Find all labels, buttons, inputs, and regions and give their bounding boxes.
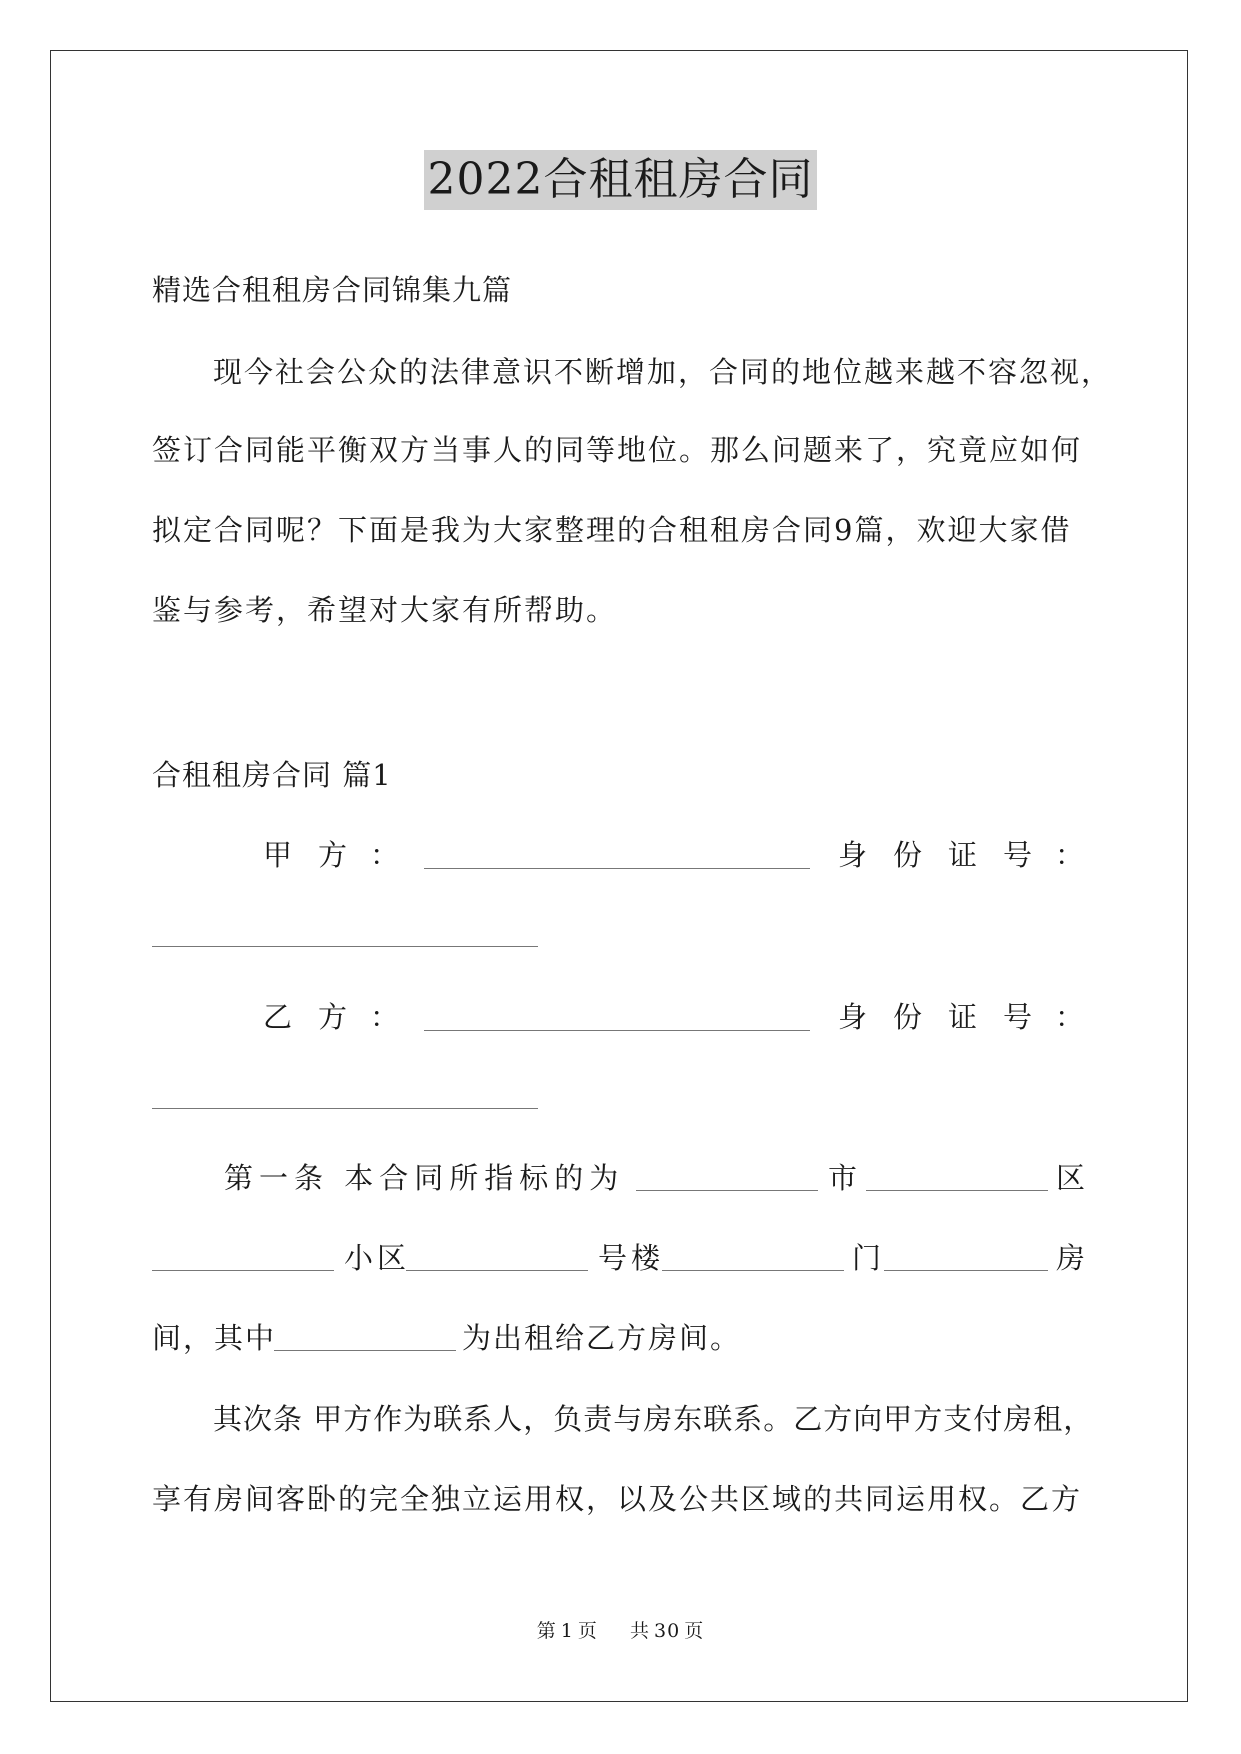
footer-page-post: 页	[577, 1620, 598, 1642]
footer-total-pre: 共	[630, 1620, 651, 1642]
party-a-id-char-1: 身	[838, 838, 868, 872]
party-a-id-char-3: 证	[948, 838, 978, 872]
party-a-char-1: 甲	[263, 838, 293, 872]
party-b-id-char-1: 身	[838, 1000, 868, 1034]
party-b-id-char-3: 证	[948, 1000, 978, 1034]
intro-line-4: 鉴与参考，希望对大家有所帮助。	[152, 593, 618, 627]
article1-line3-end: 为出租给乙方房间。	[462, 1321, 742, 1355]
article1-gate-label: 门	[852, 1241, 882, 1275]
article1-city-blank[interactable]	[636, 1190, 818, 1191]
article1-gate-blank[interactable]	[662, 1270, 844, 1271]
section-heading: 合租租房合同 篇1	[152, 758, 392, 792]
party-b-id-char-4: 号	[1003, 1000, 1033, 1034]
article1-community-blank[interactable]	[152, 1270, 334, 1271]
intro-line-1: 现今社会公众的法律意识不断增加，合同的地位越来越不容忽视，	[213, 355, 1113, 389]
footer-total-post: 页	[684, 1620, 705, 1642]
footer-page-num: 1	[560, 1620, 574, 1642]
party-a-id-char-4: 号	[1003, 838, 1033, 872]
title-wrap	[0, 150, 1241, 210]
party-b-name-blank[interactable]	[424, 1030, 810, 1031]
article1-district-label: 区	[1056, 1161, 1086, 1195]
party-b-id-char-2: 份	[893, 1000, 923, 1034]
article1-room-label: 房	[1056, 1241, 1086, 1275]
party-a-id-colon: ：	[1055, 838, 1085, 872]
party-b-char-2: 方	[318, 1000, 348, 1034]
article1-district-blank[interactable]	[866, 1190, 1048, 1191]
intro-line-3: 拟定合同呢？下面是我为大家整理的合租租房合同9篇，欢迎大家借	[152, 513, 1072, 547]
article2-line-1: 其次条 甲方作为联系人，负责与房东联系。乙方向甲方支付房租，	[213, 1402, 1094, 1436]
party-b-id-blank[interactable]	[152, 1108, 538, 1109]
article1-community-label: 小区	[344, 1241, 411, 1275]
article1-building-label: 号楼	[598, 1241, 665, 1275]
party-b-char-1: 乙	[263, 1000, 293, 1034]
article1-building-blank[interactable]	[406, 1270, 588, 1271]
party-a-name-blank[interactable]	[424, 868, 810, 869]
subtitle: 精选合租租房合同锦集九篇	[152, 273, 513, 307]
party-a-colon: ：	[370, 838, 400, 872]
party-a-id-char-2: 份	[893, 838, 923, 872]
party-b-id-colon: ：	[1055, 1000, 1085, 1034]
party-a-char-2: 方	[318, 838, 348, 872]
article1-city-label: 市	[828, 1161, 858, 1195]
footer-total-num: 30	[654, 1620, 681, 1642]
footer-page-pre: 第	[536, 1620, 557, 1642]
party-b-colon: ：	[370, 1000, 400, 1034]
page-footer	[0, 1618, 1241, 1644]
article1-room-blank[interactable]	[884, 1270, 1048, 1271]
article2-line-2: 享有房间客卧的完全独立运用权，以及公共区域的共同运用权。乙方	[152, 1482, 1083, 1516]
article1-rental-room-blank[interactable]	[274, 1350, 456, 1351]
document-title: 2022合租租房合同	[424, 150, 818, 210]
article1-line3-start: 间，其中	[152, 1321, 277, 1355]
intro-line-2: 签订合同能平衡双方当事人的同等地位。那么问题来了，究竟应如何	[152, 433, 1083, 467]
party-a-id-blank[interactable]	[152, 946, 538, 947]
article1-prefix: 第一条 本合同所指标的为	[224, 1161, 625, 1195]
